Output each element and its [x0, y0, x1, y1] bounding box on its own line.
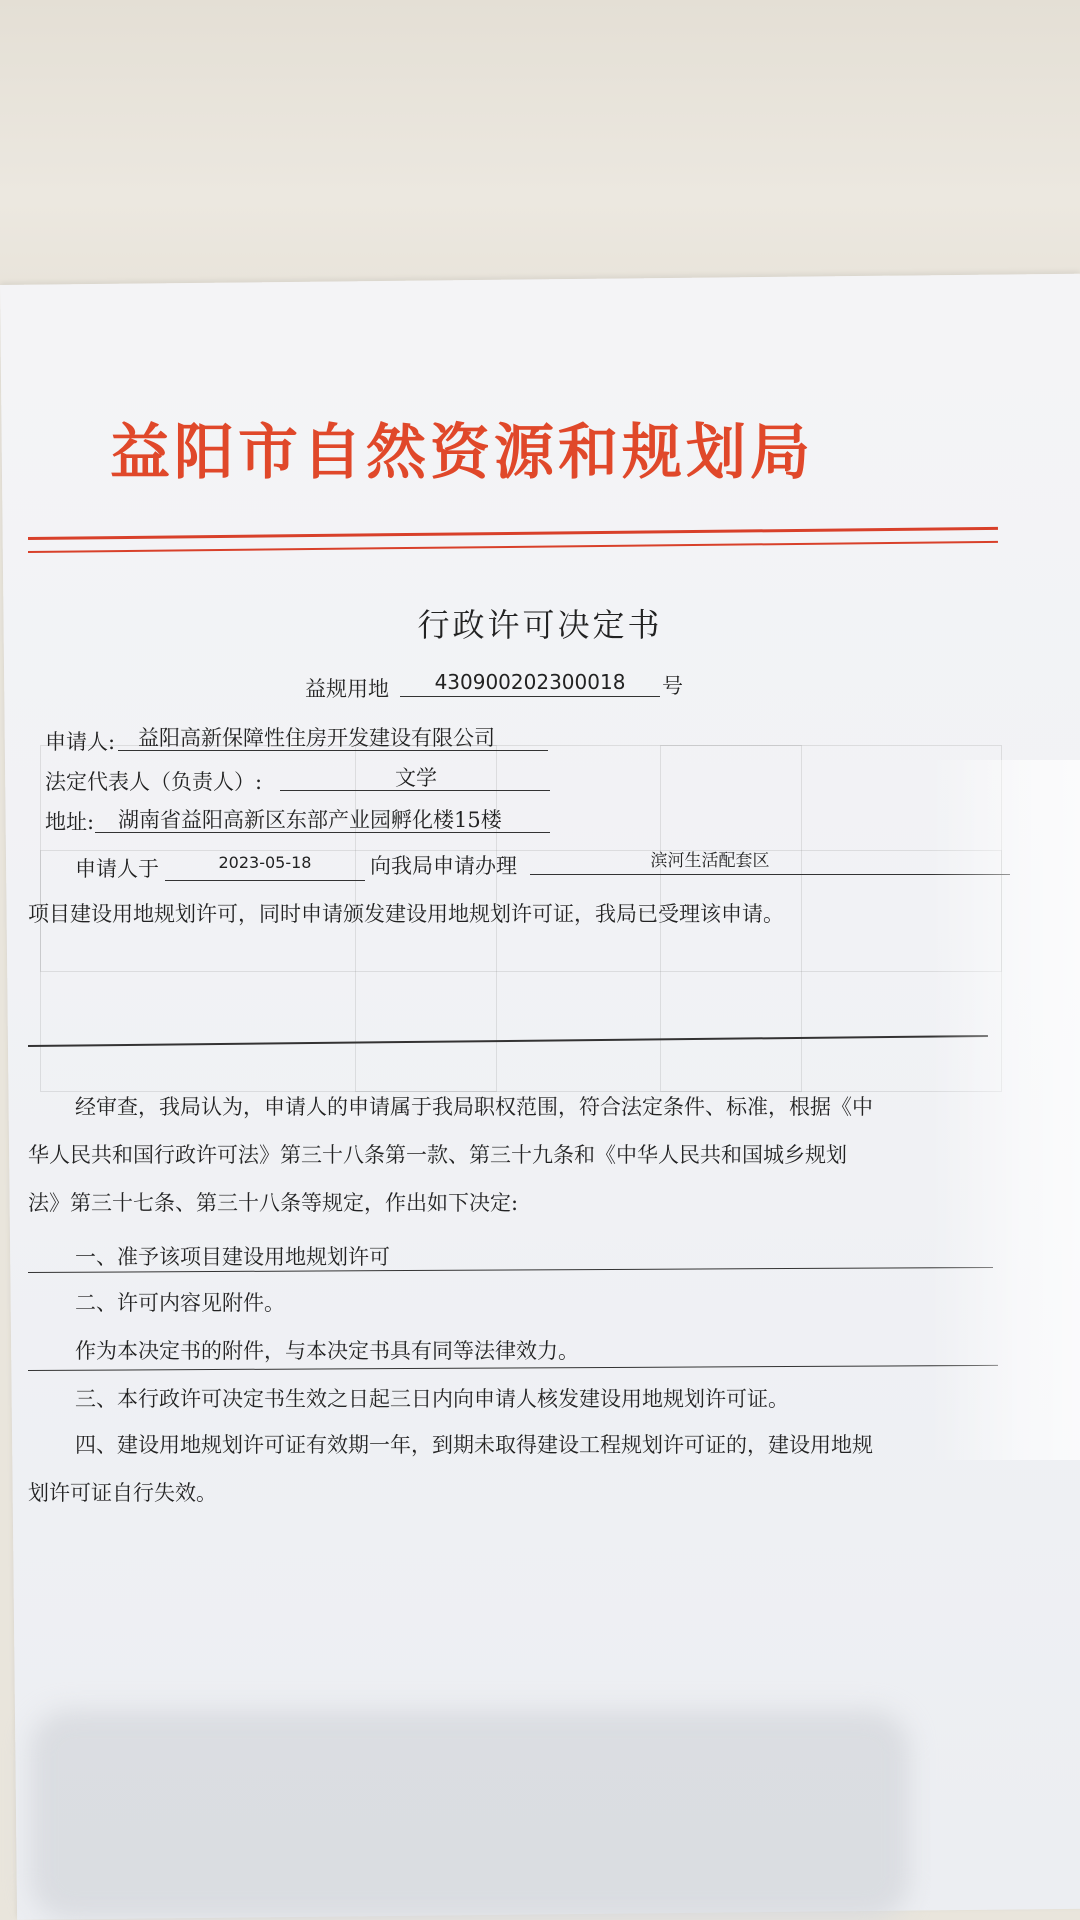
- project-name-underline: [530, 874, 1010, 875]
- decision-4-line-1: 四、建设用地规划许可证有效期一年，到期未取得建设工程规划许可证的，建设用地规: [75, 1433, 873, 1457]
- address-underline: [95, 832, 550, 833]
- application-text: 项目建设用地规划许可，同时申请颁发建设用地规划许可证，我局已受理该申请。: [28, 902, 784, 926]
- address-value: 湖南省益阳高新区东部产业园孵化楼15楼: [118, 808, 502, 832]
- decision-3: 三、本行政许可决定书生效之日起三日内向申请人核发建设用地规划许可证。: [75, 1387, 789, 1411]
- doc-number-suffix: 号: [662, 674, 683, 698]
- review-line-1: 经审查，我局认为，申请人的申请属于我局职权范围，符合法定条件、标准，根据《中: [75, 1095, 873, 1119]
- doc-number-prefix: 益规用地: [305, 677, 389, 701]
- application-lead: 申请人于: [75, 857, 159, 881]
- application-date: 2023-05-18: [218, 853, 312, 872]
- review-line-2: 华人民共和国行政许可法》第三十八条第一款、第三十九条和《中华人民共和国城乡规划: [28, 1143, 847, 1167]
- project-name: 滨河生活配套区: [650, 851, 770, 871]
- doc-number: 430900202300018: [434, 670, 626, 694]
- decision-1: 一、准予该项目建设用地规划许可: [75, 1245, 390, 1269]
- letterhead: 益阳市自然资源和规划局: [110, 418, 814, 488]
- decision-2-note: 作为本决定书的附件，与本决定书具有同等法律效力。: [75, 1339, 579, 1363]
- decision-2: 二、许可内容见附件。: [75, 1291, 285, 1315]
- redacted-blur-area: [30, 1710, 910, 1920]
- applicant-label: 申请人:: [45, 730, 116, 754]
- review-line-3: 法》第三十七条、第三十八条等规定，作出如下决定:: [28, 1191, 519, 1215]
- doc-number-underline: [400, 696, 660, 697]
- address-label: 地址:: [45, 810, 95, 834]
- application-mid: 向我局申请办理: [370, 854, 517, 878]
- legal-rep-underline: [280, 790, 550, 791]
- legal-rep-label: 法定代表人（负责人）:: [45, 770, 263, 794]
- legal-rep-value: 文学: [395, 766, 437, 790]
- application-date-underline: [165, 880, 365, 881]
- applicant-underline: [118, 750, 548, 751]
- decision-4-line-2: 划许可证自行失效。: [28, 1481, 217, 1505]
- document-title: 行政许可决定书: [417, 606, 663, 644]
- applicant-value: 益阳高新保障性住房开发建设有限公司: [138, 726, 495, 750]
